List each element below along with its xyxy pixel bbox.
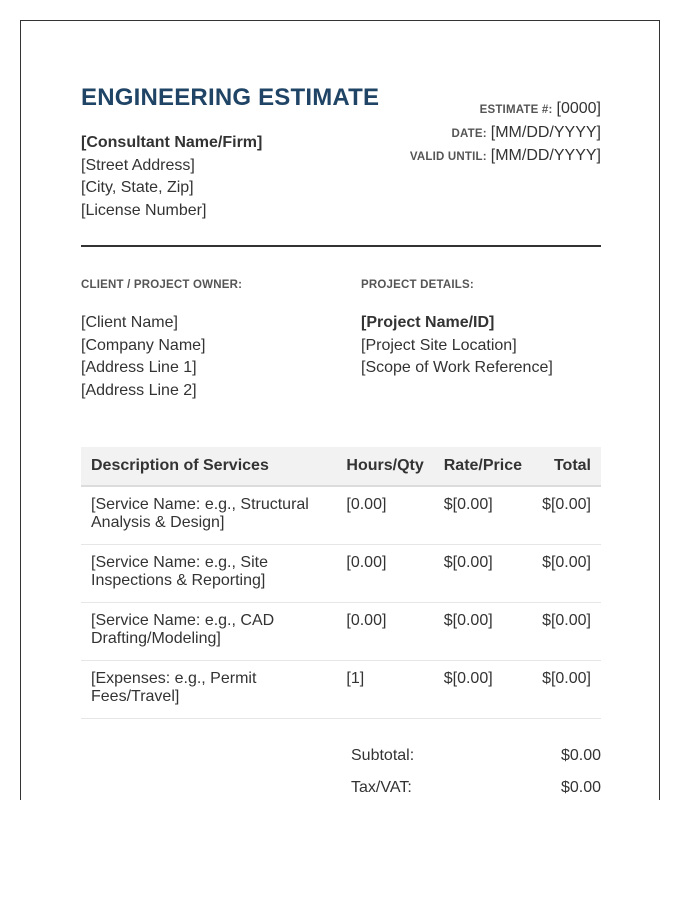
date-label: DATE: <box>451 127 487 140</box>
totals-section <box>351 740 601 804</box>
client-address-line-1: [Address Line 1] <box>81 359 197 376</box>
project-name: [Project Name/ID] <box>361 314 495 331</box>
tax-row <box>351 772 601 804</box>
row-rate: $[0.00] <box>434 486 532 545</box>
client-section-label: CLIENT / PROJECT OWNER: <box>81 279 243 291</box>
tax-label: Tax/VAT: <box>351 779 412 796</box>
subtotal-label: Subtotal: <box>351 747 415 764</box>
estimate-number-row <box>410 98 601 122</box>
estimate-meta <box>410 98 601 169</box>
table-row <box>81 661 601 719</box>
row-description: [Service Name: e.g., CAD Drafting/Modeling] <box>81 603 336 661</box>
row-rate: $[0.00] <box>434 661 532 719</box>
consultant-city-state-zip: [City, State, Zip] <box>81 179 194 196</box>
estimate-number-label: ESTIMATE #: <box>479 104 553 116</box>
consultant-info <box>81 132 262 222</box>
table-header-row <box>81 447 601 486</box>
row-rate: $[0.00] <box>434 545 532 603</box>
header-divider <box>81 245 601 247</box>
document-title: ENGINEERING ESTIMATE <box>81 84 380 111</box>
table-row <box>81 603 601 661</box>
row-qty: [0.00] <box>336 603 433 661</box>
subtotal-value: $0.00 <box>560 747 601 764</box>
row-total: $[0.00] <box>532 661 601 719</box>
project-info <box>361 312 553 380</box>
row-description: [Expenses: e.g., Permit Fees/Travel] <box>81 661 336 719</box>
row-rate: $[0.00] <box>434 603 532 661</box>
consultant-street: [Street Address] <box>81 156 195 174</box>
subtotal-row <box>351 740 601 772</box>
consultant-name: [Consultant Name/Firm] <box>81 134 263 151</box>
row-qty: [1] <box>336 661 433 719</box>
project-scope-reference: [Scope of Work Reference] <box>361 359 553 376</box>
header-total: Total <box>532 447 601 486</box>
date-value: [MM/DD/YYYY] <box>490 123 601 141</box>
header-rate-price: Rate/Price <box>434 447 532 486</box>
client-name: [Client Name] <box>81 314 178 331</box>
table-row <box>81 545 601 603</box>
tax-value: $0.00 <box>560 779 601 796</box>
valid-until-label: VALID UNTIL: <box>409 151 487 163</box>
row-qty: [0.00] <box>336 545 433 603</box>
client-address-line-2: [Address Line 2] <box>81 381 197 399</box>
services-table <box>81 447 601 719</box>
project-site-location: [Project Site Location] <box>361 336 517 354</box>
consultant-license: [License Number] <box>81 201 207 219</box>
date-row <box>410 122 601 146</box>
estimate-number-value: [0000] <box>556 100 601 117</box>
row-description: [Service Name: e.g., Site Inspections & Reporting] <box>81 545 336 603</box>
client-info <box>81 312 206 402</box>
row-total: $[0.00] <box>532 603 601 661</box>
header-description: Description of Services <box>81 447 336 486</box>
table-row <box>81 486 601 545</box>
row-qty: [0.00] <box>336 486 433 545</box>
row-description: [Service Name: e.g., Structural Analysis & Design] <box>81 486 336 545</box>
project-section-label: PROJECT DETAILS: <box>361 279 474 291</box>
row-total: $[0.00] <box>532 545 601 603</box>
row-total: $[0.00] <box>532 486 601 545</box>
valid-until-row <box>410 145 601 169</box>
client-company: [Company Name] <box>81 336 206 354</box>
valid-until-value: [MM/DD/YYYY] <box>490 147 601 164</box>
header-hours-qty: Hours/Qty <box>336 447 433 486</box>
